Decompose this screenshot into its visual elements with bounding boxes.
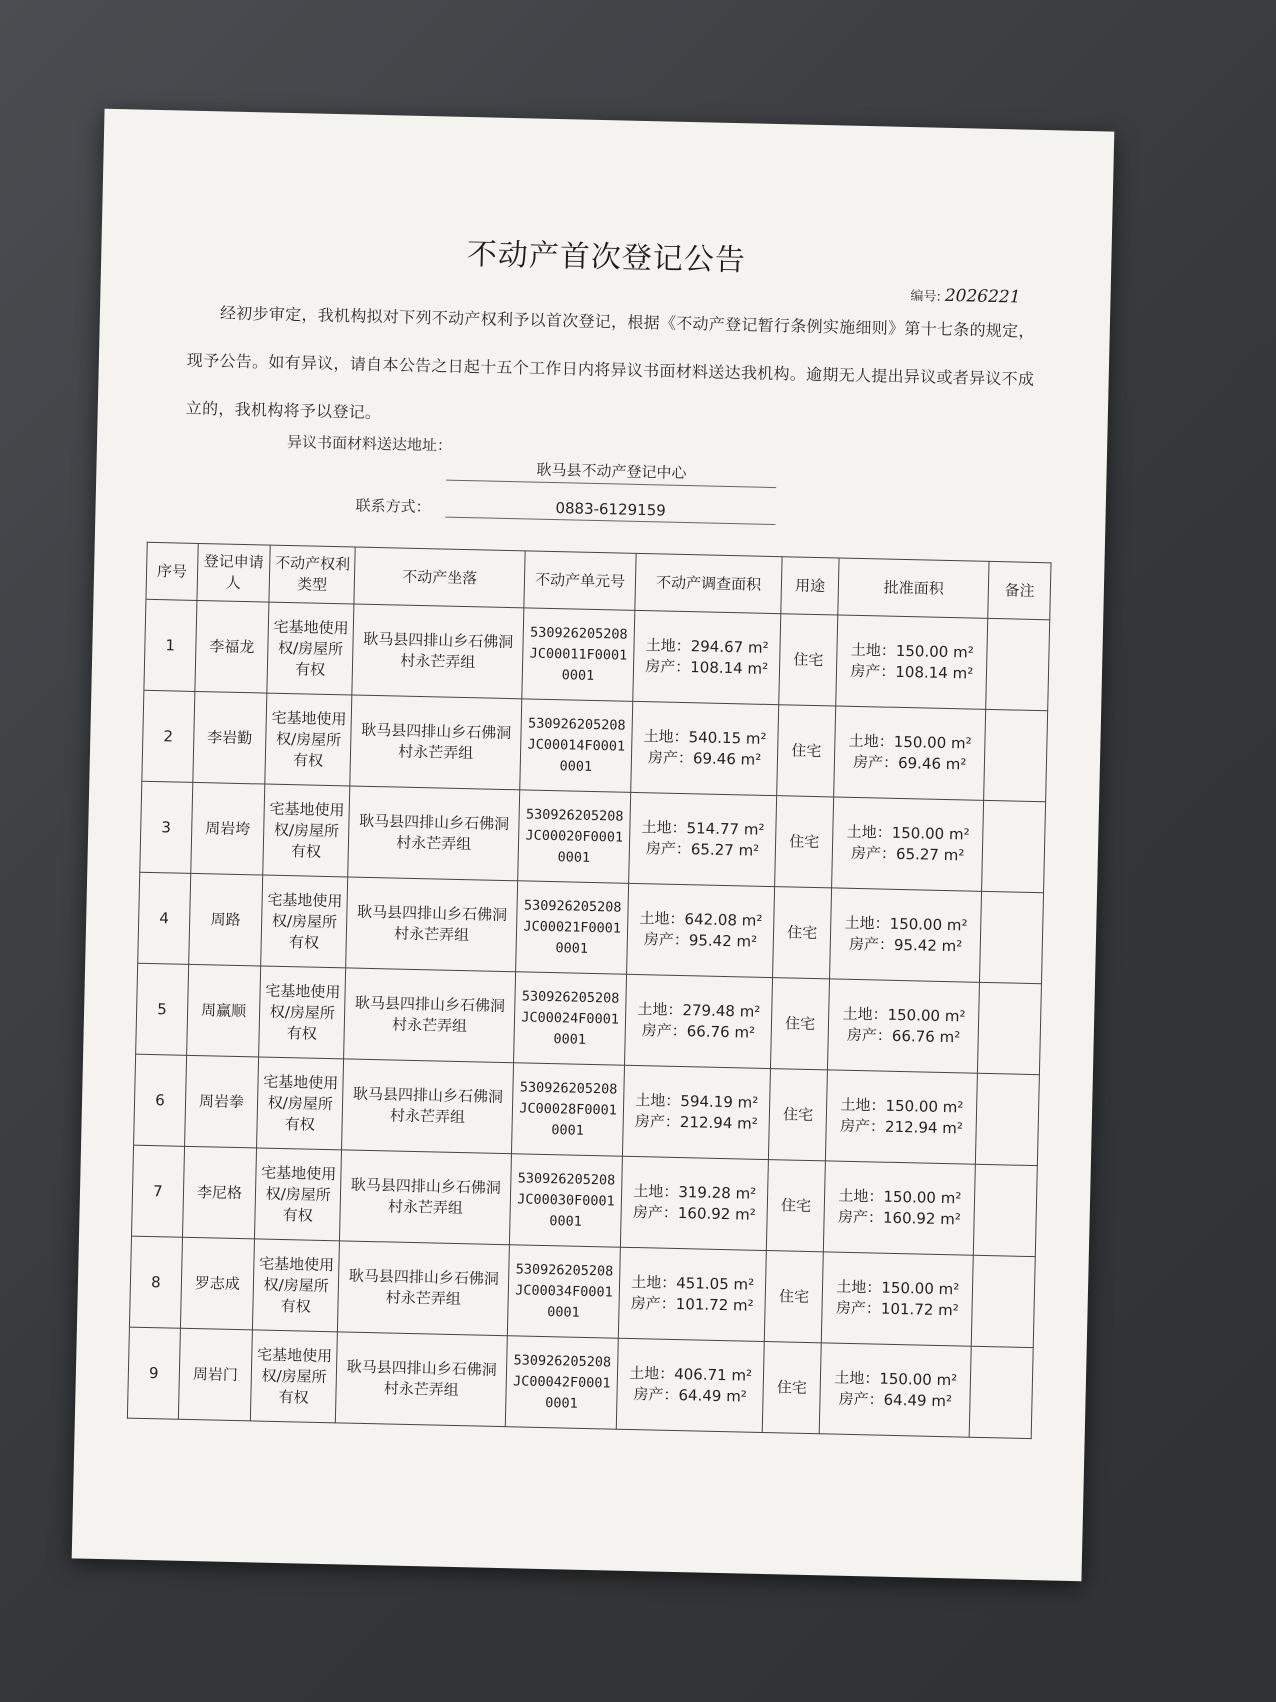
cell-right-type [265,693,352,786]
cell-applicant [186,964,260,1057]
cell-note [978,982,1042,1074]
cell-unit-no-unit: 530926205208JC00024F00010001 [521,987,620,1048]
cell-right-type-type: 宅基地使用权/房屋所有权 [271,708,347,770]
cell-applicant [195,600,269,693]
cell-approved-area-approved-land: 土地：150.00 m² [844,913,968,935]
cell-right-type [267,602,354,695]
cell-use [764,1251,823,1343]
address-label: 异议书面材料送达地址： [286,432,453,455]
cell-survey-area-survey-land: 土地：294.67 m² [645,636,769,657]
header-location: 不动产坐落 [354,547,525,608]
cell-right-type-type: 宅基地使用权/房屋所有权 [256,1345,333,1407]
cell-survey-area [627,883,775,977]
cell-location [338,1241,510,1336]
cell-right-type-type: 宅基地使用权/房屋所有权 [267,890,343,952]
cell-applicant-name: 罗志成 [194,1273,241,1293]
cell-right-type [255,1148,342,1241]
cell-no-no: 9 [148,1363,159,1382]
cell-applicant-name: 周赢顺 [200,1000,247,1020]
cell-approved-area-approved-land: 土地：150.00 m² [836,1277,960,1299]
cell-applicant [180,1237,254,1330]
cell-location-location: 耿马县四排山乡石佛洞村永芒弄组 [356,902,508,945]
cell-unit-no [516,881,629,975]
cell-no-no: 4 [159,908,170,927]
cell-use-use: 住宅 [793,650,824,669]
serial-handwritten-value: 2026221 [944,285,1021,308]
cell-location [352,604,524,699]
address-value: 耿马县不动产登记中心 [446,457,776,488]
cell-location-location: 耿马县四排山乡石佛洞村永芒弄组 [354,993,506,1036]
cell-approved-area-approved-house: 房产：212.94 m² [839,1116,964,1138]
cell-no-no: 7 [152,1181,163,1200]
cell-survey-area-survey-land: 土地：642.08 m² [639,909,763,930]
cell-no-no: 8 [150,1272,161,1291]
cell-approved-area-approved-house: 房产：108.14 m² [850,661,974,683]
cell-unit-no [514,972,627,1066]
cell-applicant-name: 李福龙 [209,636,255,656]
cell-use-use: 住宅 [789,831,820,851]
cell-use-use: 住宅 [784,1013,816,1033]
cell-location [350,695,522,790]
cell-unit-no-unit: 530926205208JC00014F00010001 [527,714,626,775]
cell-use-use: 住宅 [791,740,822,760]
cell-right-type [263,784,350,877]
cell-unit-no-unit: 530926205208JC00034F00010001 [515,1260,614,1321]
cell-applicant-name: 李岩勤 [207,727,253,747]
cell-approved-area-approved-land: 土地：150.00 m² [846,822,970,844]
cell-survey-area-survey-house: 房产：108.14 m² [645,657,769,678]
cell-survey-area-survey-house: 房产：65.27 m² [645,839,760,860]
cell-approved-area [834,706,986,800]
cell-applicant-name: 周岩垮 [205,818,251,838]
cell-location [342,1059,514,1154]
cell-approved-area [836,615,988,709]
cell-right-type [259,966,346,1059]
cell-no [127,1327,180,1419]
header-note: 备注 [988,561,1051,619]
cell-no [144,599,197,691]
cell-note [974,1164,1038,1256]
cell-use-use: 住宅 [786,922,818,942]
cell-unit-no-unit: 530926205208JC00030F00010001 [517,1169,616,1230]
cell-unit-no-unit: 530926205208JC00020F00010001 [525,805,624,866]
serial-label: 编号: [910,289,941,305]
cell-use [773,887,832,979]
cell-no-no: 6 [154,1090,165,1109]
cell-use-use: 住宅 [778,1286,810,1306]
cell-survey-area-survey-house: 房产：69.46 m² [647,748,762,769]
cell-use-use: 住宅 [782,1104,814,1124]
cell-location-location: 耿马县四排山乡石佛洞村永芒弄组 [363,629,514,672]
cell-survey-area-survey-land: 土地：406.71 m² [628,1363,753,1385]
cell-unit-no [511,1063,624,1157]
cell-unit-no-unit: 530926205208JC00011F00010001 [529,624,628,684]
cell-unit-no [522,608,635,702]
cell-location-location: 耿马县四排山乡石佛洞村永芒弄组 [358,811,510,854]
notice-paragraph: 经初步审定，我机构拟对下列不动产权利予以首次登记，根据《不动产登记暂行条例实施细则》第十七条的规定，现予公告。如有异议，请自本公告之日起十五个工作日内将异议书面材料送达我机构。逾期无人提出异议或者异议不成立的，我机构将予以登记。 [185,303,1035,423]
cell-right-type-type: 宅基地使用权/房屋所有权 [269,799,345,861]
cell-no-no: 5 [157,999,168,1018]
cell-note-note [989,755,1044,756]
cell-note [986,618,1050,710]
notice-body [185,289,1050,453]
cell-unit-no [520,699,633,793]
cell-note-note [982,1028,1037,1029]
cell-no-no: 3 [161,817,172,836]
cell-note-note [991,664,1046,665]
cell-note [970,1346,1034,1438]
cell-note [976,1073,1040,1165]
cell-survey-area [621,1156,769,1250]
contact-value: 0883-6129159 [445,497,775,525]
cell-approved-area-approved-house: 房产：160.92 m² [837,1207,962,1229]
cell-location [336,1332,508,1427]
cell-survey-area [616,1338,764,1432]
header-use: 用途 [781,557,840,615]
header-applicant: 登记申请人 [197,543,271,602]
header-right-type: 不动产权利类型 [269,545,356,604]
cell-survey-area-survey-house: 房产：95.42 m² [643,930,758,951]
cell-no-no: 2 [163,726,174,745]
cell-right-type-type: 宅基地使用权/房屋所有权 [265,981,341,1043]
cell-approved-area-approved-house: 房产：95.42 m² [848,934,963,956]
cell-approved-area-approved-house: 房产：69.46 m² [852,752,967,774]
cell-note-note [986,846,1041,847]
cell-unit-no [509,1154,622,1248]
cell-applicant [193,691,267,784]
registration-table [127,542,1052,1439]
cell-right-type-type: 宅基地使用权/房屋所有权 [258,1254,335,1316]
cell-unit-no [518,790,631,884]
cell-survey-area [623,1065,771,1159]
notice-title: 不动产首次登记公告 [466,236,747,279]
cell-survey-area-survey-house: 房产：66.76 m² [641,1021,756,1042]
cell-applicant [184,1055,258,1148]
contact-label: 联系方式： [355,496,431,517]
cell-no [129,1236,182,1328]
cell-use [777,705,836,797]
cell-right-type [261,875,348,968]
table-row [127,1327,1033,1438]
cell-survey-area-survey-land: 土地：540.15 m² [643,727,767,748]
cell-use [770,978,829,1070]
header-approved-area: 批准面积 [838,558,989,618]
cell-approved-area-approved-house: 房产：101.72 m² [835,1298,959,1320]
cell-survey-area [629,792,777,886]
cell-approved-area-approved-land: 土地：150.00 m² [834,1368,958,1390]
cell-right-type [253,1239,340,1332]
cell-location-location: 耿马县四排山乡石佛洞村永芒弄组 [350,1175,502,1218]
cell-applicant-name: 李尼格 [196,1182,243,1202]
cell-location [348,786,520,881]
cell-survey-area [625,974,773,1068]
cell-survey-area-survey-house: 房产：160.92 m² [632,1203,756,1224]
cell-location-location: 耿马县四排山乡石佛洞村永芒弄组 [346,1357,497,1400]
cell-approved-area [819,1343,971,1437]
header-unit-no: 不动产单元号 [524,551,636,611]
cell-right-type-type: 宅基地使用权/房屋所有权 [273,617,349,679]
cell-note-note [978,1210,1033,1211]
header-no: 序号 [146,542,198,600]
cell-approved-area-approved-house: 房产：65.27 m² [850,843,965,865]
cell-note-note [980,1119,1035,1120]
cell-note [972,1255,1036,1347]
cell-use [768,1069,827,1161]
cell-applicant [188,873,262,966]
cell-survey-area-survey-house: 房产：212.94 m² [634,1112,758,1133]
cell-right-type-type: 宅基地使用权/房屋所有权 [263,1072,339,1134]
cell-survey-area-survey-land: 土地：279.48 m² [637,1000,761,1021]
header-survey-area: 不动产调查面积 [635,553,782,613]
cell-use [762,1342,821,1434]
cell-use [766,1160,825,1252]
cell-approved-area [824,1161,976,1255]
cell-unit-no-unit: 530926205208JC00021F00010001 [523,896,622,957]
cell-survey-area-survey-land: 土地：514.77 m² [641,818,765,839]
cell-use [779,614,838,706]
cell-note [984,709,1048,801]
cell-location-location: 耿马县四排山乡石佛洞村永芒弄组 [352,1084,504,1127]
cell-location-location: 耿马县四排山乡石佛洞村永芒弄组 [361,720,512,763]
cell-note-note [974,1392,1029,1393]
cell-unit-no-unit: 530926205208JC00028F00010001 [519,1078,618,1139]
cell-applicant-name: 周岩门 [192,1364,239,1384]
cell-approved-area-approved-land: 土地：150.00 m² [840,1095,964,1117]
cell-unit-no [505,1336,618,1430]
cell-survey-area [633,610,781,704]
cell-no [142,690,195,782]
cell-applicant-name: 周路 [210,909,241,929]
cell-approved-area-approved-land: 土地：150.00 m² [848,731,972,753]
cell-location [340,1150,512,1245]
cell-approved-area [832,797,984,891]
cell-no-no: 1 [165,635,176,654]
cell-survey-area-survey-land: 土地：451.05 m² [631,1272,755,1294]
cell-approved-area-approved-land: 土地：150.00 m² [850,640,974,662]
cell-approved-area [822,1252,974,1346]
notice-paper [72,109,1115,1582]
cell-use-use: 住宅 [780,1195,812,1215]
cell-right-type [257,1057,344,1150]
cell-use [775,796,834,888]
cell-applicant-name: 周岩拳 [198,1091,245,1111]
cell-approved-area-approved-house: 房产：64.49 m² [838,1389,953,1411]
cell-use-use: 住宅 [776,1377,808,1397]
cell-unit-no [507,1245,620,1339]
cell-no [138,872,191,964]
cell-approved-area-approved-land: 土地：150.00 m² [838,1186,962,1208]
cell-survey-area [619,1247,767,1341]
cell-approved-area [830,888,982,982]
cell-note [980,891,1044,983]
cell-note-note [984,937,1039,938]
cell-approved-area [826,1070,978,1164]
cell-no [136,963,189,1055]
cell-location-location: 耿马县四排山乡石佛洞村永芒弄组 [348,1266,500,1309]
cell-survey-area-survey-house: 房产：101.72 m² [630,1293,754,1315]
cell-unit-no-unit: 530926205208JC00042F00010001 [512,1351,612,1412]
cell-survey-area-survey-land: 土地：319.28 m² [633,1182,757,1203]
cell-right-type [250,1330,337,1423]
serial-number [910,285,1021,307]
cell-approved-area-approved-house: 房产：66.76 m² [846,1025,961,1047]
cell-survey-area [631,701,779,795]
cell-location [346,877,518,972]
cell-applicant [191,782,265,875]
cell-right-type-type: 宅基地使用权/房屋所有权 [261,1163,337,1225]
cell-survey-area-survey-land: 土地：594.19 m² [635,1091,759,1112]
cell-note [982,800,1046,892]
cell-no [134,1054,187,1146]
cell-applicant [178,1328,252,1421]
cell-applicant [182,1146,256,1239]
cell-approved-area-approved-land: 土地：150.00 m² [842,1004,966,1026]
cell-no [140,781,193,873]
cell-no [132,1145,185,1237]
cell-note-note [976,1301,1031,1302]
cell-survey-area-survey-house: 房产：64.49 m² [633,1385,748,1406]
cell-approved-area [828,979,980,1073]
cell-location [344,968,516,1063]
